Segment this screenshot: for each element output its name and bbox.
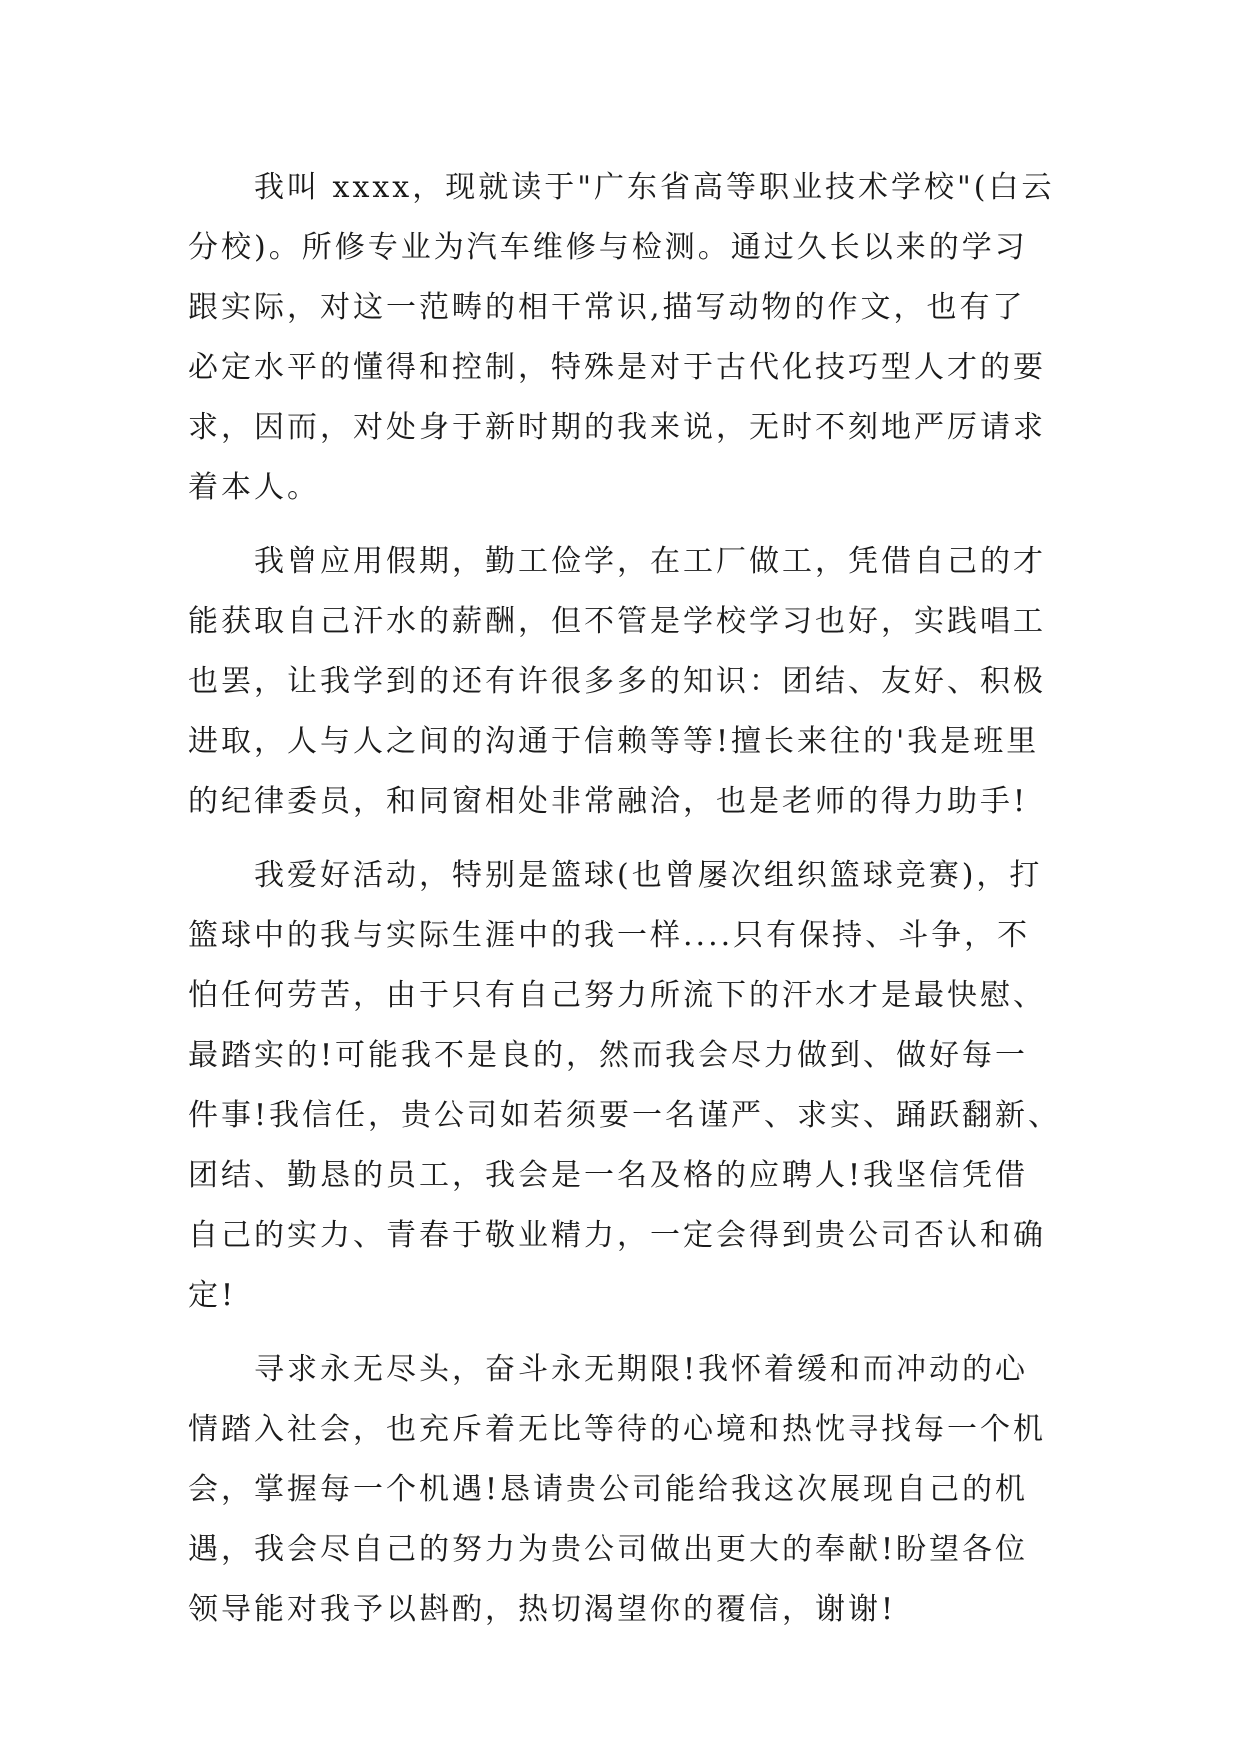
- paragraph-spacer: [188, 518, 1068, 532]
- text-line: 会，掌握每一个机遇!恳请贵公司能给我这次展现自己的机: [188, 1472, 1029, 1507]
- text-line: 最踏实的!可能我不是良的，然而我会尽力做到、做好每一: [188, 1038, 1029, 1073]
- text-line: 进取，人与人之间的沟通于信赖等等!擅长来往的'我是班里: [188, 724, 1040, 759]
- text-line: 怕任何劳苦，由于只有自己努力所流下的汗水才是最快慰、: [188, 978, 1046, 1013]
- text-line: 团结、勤恳的员工，我会是一名及格的应聘人!我坚信凭借: [188, 1158, 1029, 1193]
- text-line: 能获取自己汗水的薪酬，但不管是学校学习也好，实践唱工: [188, 604, 1046, 639]
- document-body: [188, 158, 1068, 1640]
- text-line: 我曾应用假期，勤工俭学，在工厂做工，凭借自己的才: [254, 544, 1046, 579]
- text-line: 遇，我会尽自己的努力为贵公司做出更大的奉献!盼望各位: [188, 1532, 1029, 1567]
- text-line: 分校)。所修专业为汽车维修与检测。通过久长以来的学习: [188, 230, 1028, 265]
- paragraph-work-experience: [188, 532, 1068, 832]
- text-line: 情踏入社会，也充斥着无比等待的心境和热忱寻找每一个机: [188, 1412, 1046, 1447]
- text-line: 的纪律委员，和同窗相处非常融洽，也是老师的得力助手!: [188, 784, 1029, 819]
- text-line: 定!: [188, 1278, 237, 1313]
- paragraph-spacer: [188, 832, 1068, 846]
- text-line: 自己的实力、青春于敬业精力，一定会得到贵公司否认和确: [188, 1218, 1046, 1253]
- text-line: 篮球中的我与实际生涯中的我一样....只有保持、斗争，不: [188, 918, 1031, 953]
- text-line: 求，因而，对处身于新时期的我来说，无时不刻地严厉请求: [188, 410, 1046, 445]
- paragraph-hobbies: [188, 846, 1068, 1326]
- text-line: 我爱好活动，特别是篮球(也曾屡次组织篮球竞赛)，打: [254, 858, 1043, 893]
- text-line: 我叫 xxxx，现就读于"广东省高等职业技术学校"(白云: [254, 170, 1055, 205]
- text-line: 寻求永无尽头，奋斗永无期限!我怀着缓和而冲动的心: [254, 1352, 1029, 1387]
- paragraph-spacer: [188, 1326, 1068, 1340]
- paragraph-closing: [188, 1340, 1068, 1640]
- text-line: 件事!我信任，贵公司如若须要一名谨严、求实、踊跃翻新、: [188, 1098, 1062, 1133]
- paragraph-introduction: [188, 158, 1068, 518]
- text-line: 着本人。: [188, 470, 320, 505]
- text-line: 领导能对我予以斟酌，热切渴望你的覆信，谢谢!: [188, 1592, 897, 1627]
- text-line: 也罢，让我学到的还有许很多多的知识：团结、友好、积极: [188, 664, 1046, 699]
- text-line: 必定水平的懂得和控制，特殊是对于古代化技巧型人才的要: [188, 350, 1046, 385]
- text-line: 跟实际，对这一范畴的相干常识,描写动物的作文，也有了: [188, 290, 1026, 325]
